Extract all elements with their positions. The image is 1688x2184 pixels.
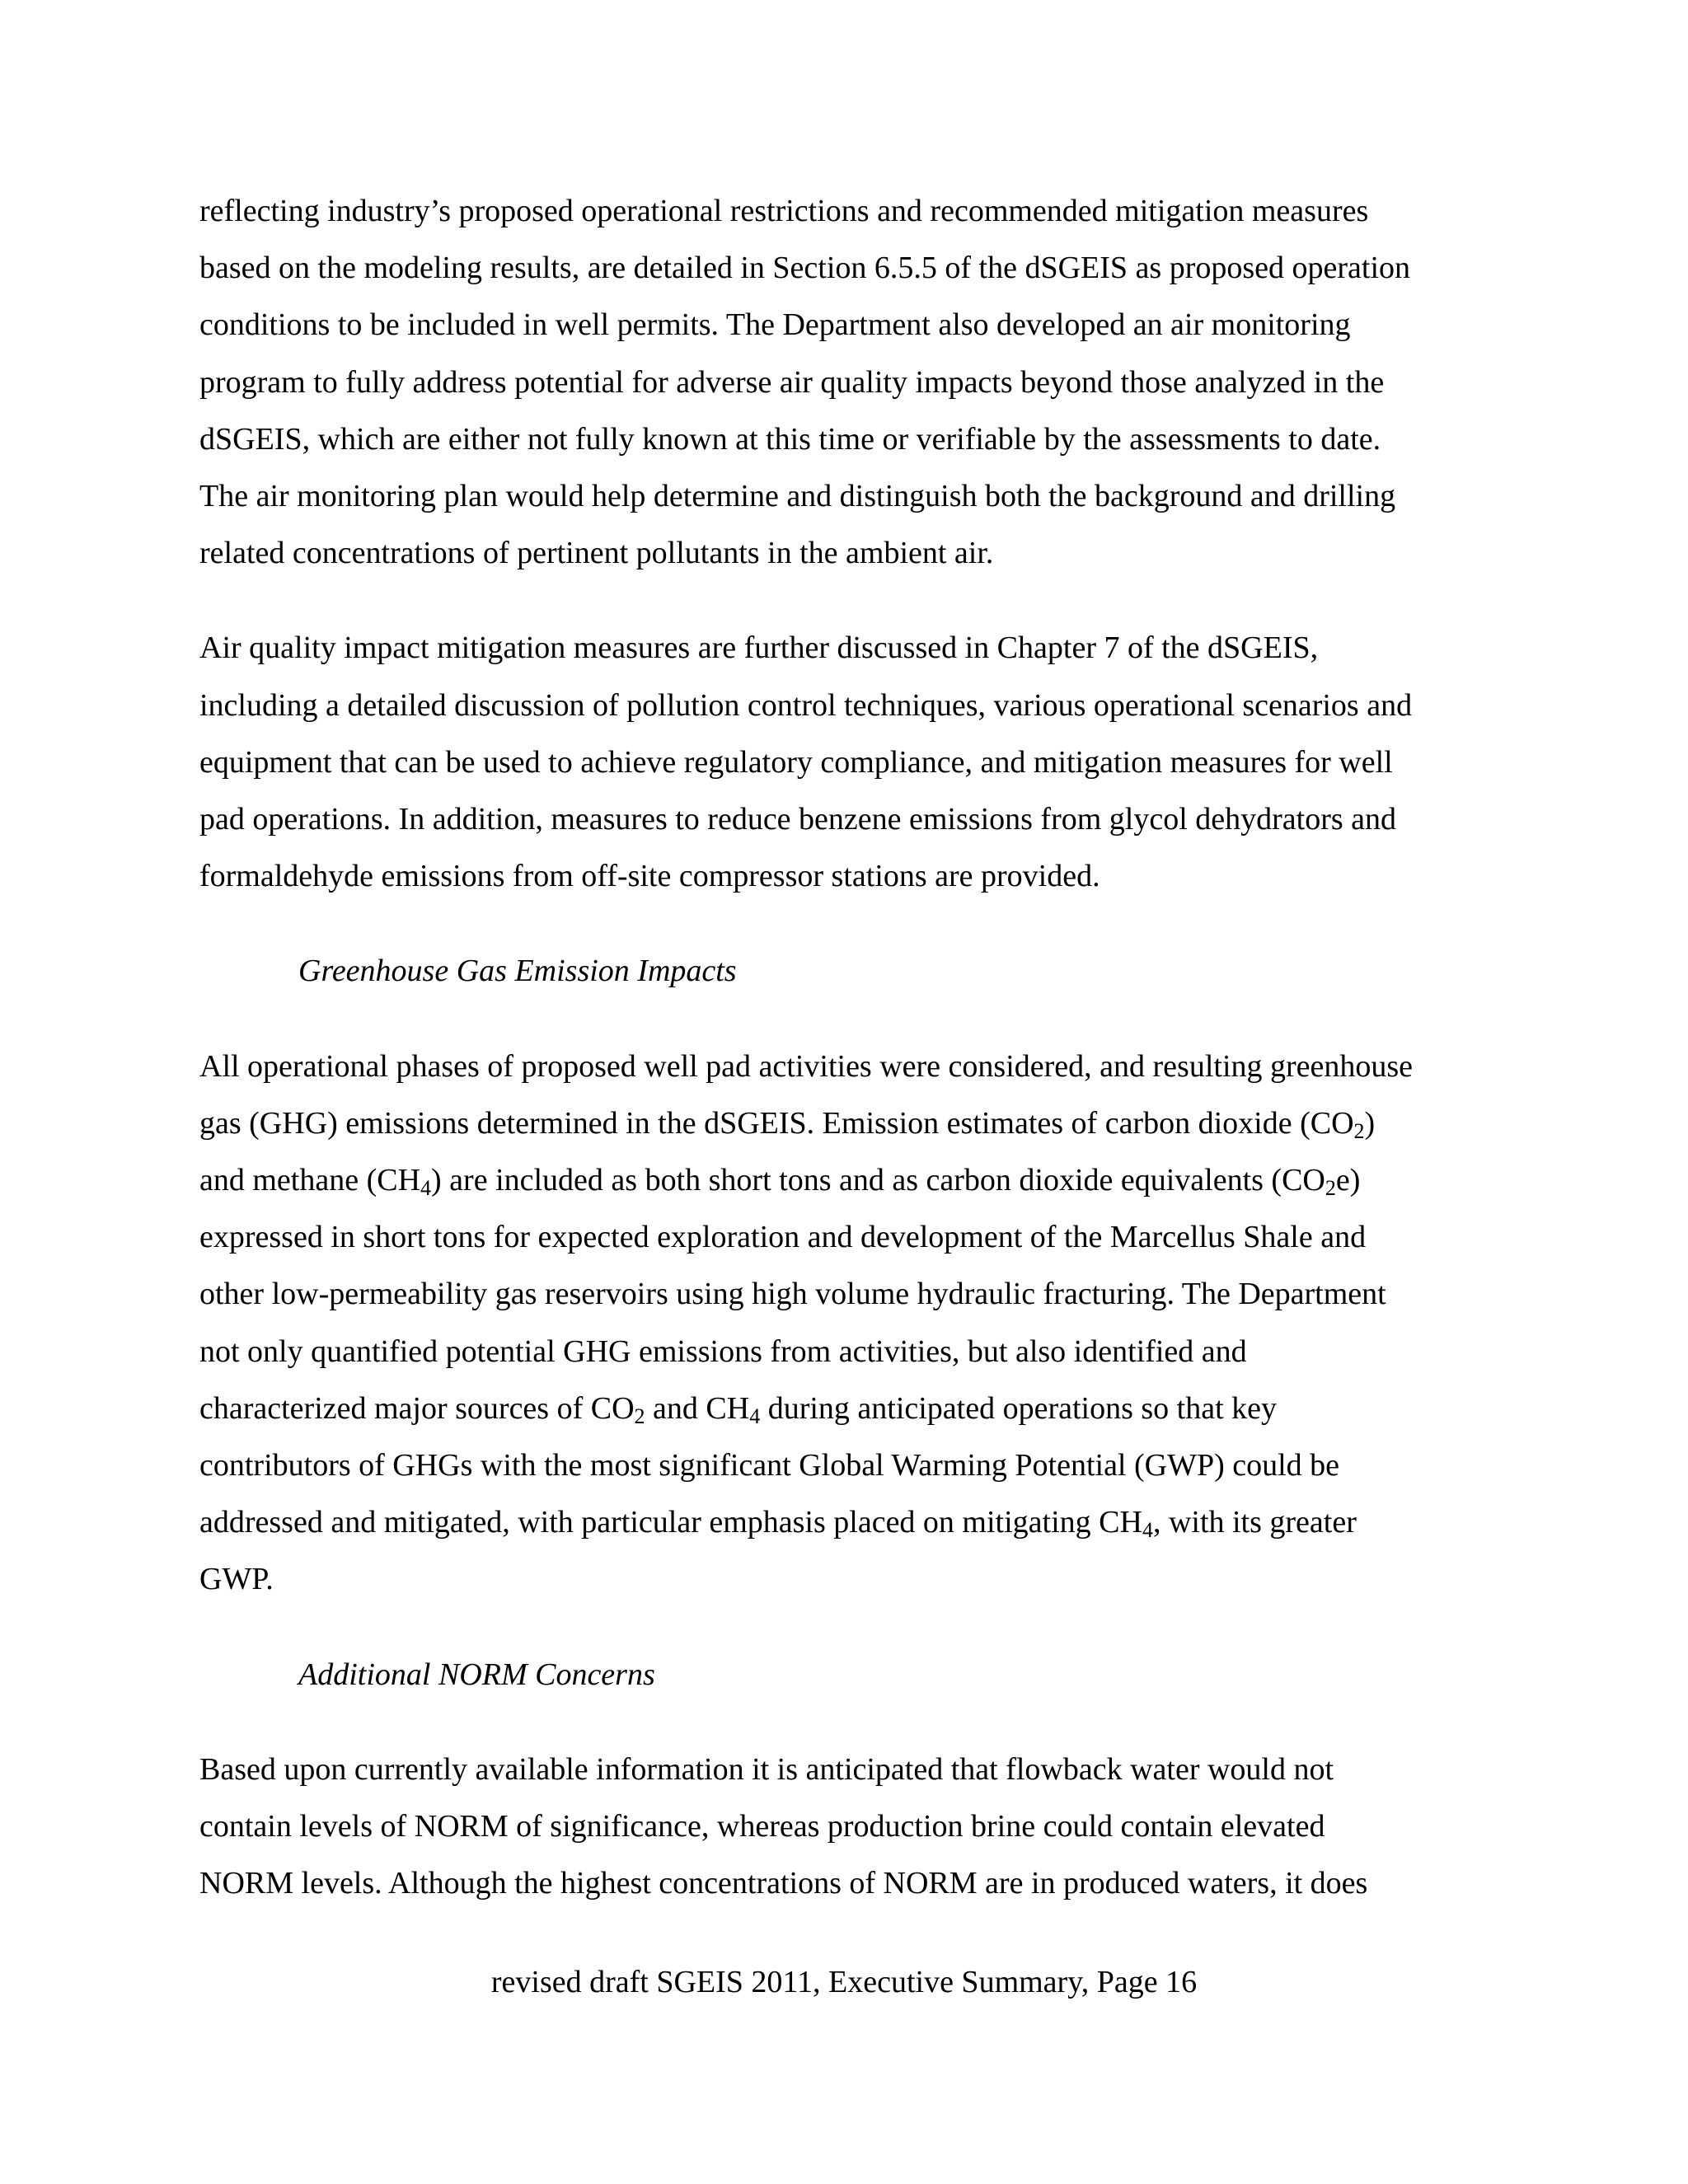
text-line: contributors of GHGs with the most significant Global Warming Potential (GWP) could be [199, 1448, 1340, 1483]
subscript: 2 [1325, 1176, 1336, 1201]
text-line [199, 1095, 1502, 1152]
text-line: reflecting industry’s proposed operational restrictions and recommended mitigation measures [199, 194, 1369, 228]
text-line: dSGEIS, which are either not fully known at this time or verifiable by the assessments to date. [199, 421, 1381, 457]
text-segment: addressed and mitigated, with particular emphasis placed on mitigating CH [199, 1505, 1142, 1540]
text-line: GWP. [199, 1562, 274, 1597]
text-segment: ) [1364, 1105, 1376, 1141]
subscript: 4 [749, 1404, 761, 1428]
paragraph-spacer [199, 582, 1502, 620]
text-line [199, 1494, 1502, 1551]
paragraph-mitigation-measures [199, 620, 1502, 905]
section-heading-norm: Additional NORM Concerns [298, 1657, 655, 1692]
text-segment: characterized major sources of CO [199, 1390, 635, 1426]
paragraph-spacer [199, 1609, 1502, 1647]
paragraph-norm-concerns [199, 1741, 1502, 1913]
subscript: 2 [634, 1404, 645, 1428]
text-line: other low-permeability gas reservoirs using high volume hydraulic fracturing. The Department [199, 1277, 1386, 1312]
text-line: contain levels of NORM of significance, whereas production brine could contain elevated [199, 1809, 1325, 1844]
paragraph-spacer [199, 905, 1502, 943]
text-line: equipment that can be used to achieve regulatory compliance, and mitigation measures for well [199, 744, 1393, 780]
text-line: The air monitoring plan would help determine and distinguish both the background and drilling [199, 479, 1396, 514]
text-line: formaldehyde emissions from off-site compressor stations are provided. [199, 859, 1100, 894]
subscript: 4 [420, 1176, 432, 1201]
paragraph-ghg-emissions [199, 1038, 1502, 1609]
text-line [199, 1380, 1502, 1437]
text-segment: and methane (CH [199, 1163, 421, 1198]
text-line: based on the modeling results, are detailed in Section 6.5.5 of the dSGEIS as proposed operation [199, 251, 1411, 286]
text-line [199, 1152, 1502, 1209]
page-footer: revised draft SGEIS 2011, Executive Summary, Page 16 [490, 1965, 1198, 1999]
text-line: Based upon currently available information it is anticipated that flowback water would not [199, 1751, 1334, 1787]
text-line: not only quantified potential GHG emissions from activities, but also identified and [199, 1333, 1247, 1369]
text-segment: gas (GHG) emissions determined in the dSGEIS. Emission estimates of carbon dioxide (CO [199, 1105, 1354, 1141]
text-segment: , with its greater [1152, 1505, 1357, 1540]
paragraph-spacer [199, 1001, 1502, 1038]
text-line: conditions to be included in well permits. The Department also developed an air monitoring [199, 307, 1351, 343]
text-segment: and CH [645, 1390, 750, 1426]
page-body [199, 183, 1502, 1912]
text-line: program to fully address potential for adverse air quality impacts beyond those analyzed in the [199, 364, 1385, 400]
paragraph-air-monitoring [199, 183, 1502, 582]
text-line: related concentrations of pertinent pollutants in the ambient air. [199, 536, 994, 571]
text-line: pad operations. In addition, measures to reduce benzene emissions from glycol dehydrators and [199, 802, 1397, 837]
text-segment: during anticipated operations so that key [760, 1390, 1278, 1426]
subscript: 4 [1142, 1518, 1153, 1543]
text-line: NORM levels. Although the highest concentrations of NORM are in produced waters, it does [199, 1866, 1368, 1901]
section-heading-ghg: Greenhouse Gas Emission Impacts [298, 954, 737, 989]
paragraph-spacer [199, 1704, 1502, 1741]
text-line: All operational phases of proposed well pad activities were considered, and resulting greenhouse [199, 1048, 1414, 1084]
text-line: including a detailed discussion of pollution control techniques, various operational scenarios and [199, 687, 1413, 723]
subscript: 2 [1353, 1118, 1365, 1143]
text-line: Air quality impact mitigation measures are further discussed in Chapter 7 of the dSGEIS, [199, 630, 1319, 666]
text-segment: ) are included as both short tons and as carbon dioxide equivalents (CO [431, 1163, 1325, 1198]
text-line: expressed in short tons for expected exploration and development of the Marcellus Shale and [199, 1220, 1367, 1255]
text-segment: e) [1335, 1163, 1361, 1198]
